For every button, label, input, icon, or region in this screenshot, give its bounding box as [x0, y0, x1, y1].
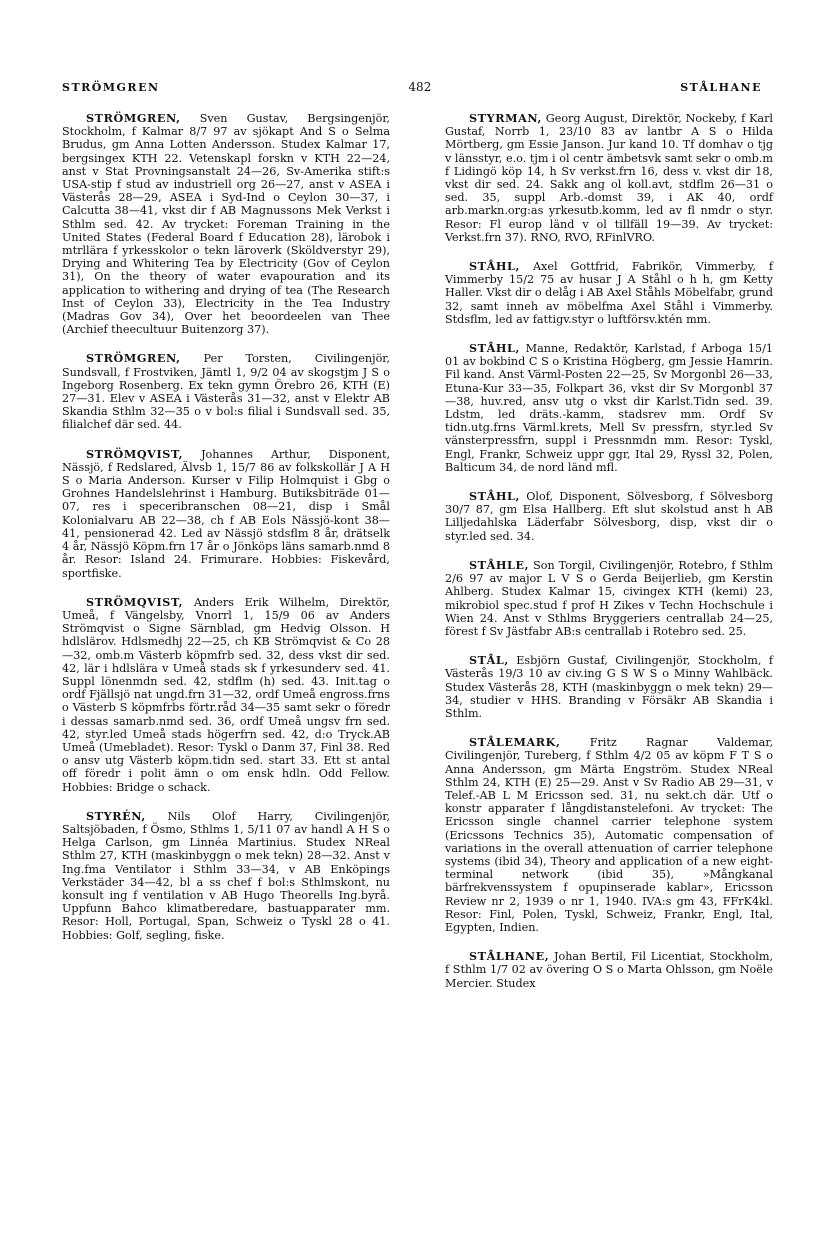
- entry-surname: STÅHL,: [469, 341, 521, 356]
- entry-surname: STRÖMGREN,: [86, 111, 181, 125]
- entry-text: Nils Olof Harry, Civilingenjör, Saltsjöbaden, f Ösmo, Sthlms 1, 5/11 07 av handl A H S o Helga Carlson, gm Linnéa Martinius. Studex NReal Sthlm 27, KTH (maskinbyggn o mek tekn) 28—32. Anst v Ing.fma Ventilator i Sthlm 33—34, v AB Enköpings Verkstäder 34—42, bl a ss chef f bol:s Sthlmskont, nu konsult ing f ventilation v AB Hugo Theorells Ing.byrå. Uppfunn Bahco klimatberedare, bastuapparater mm. Resor: Holl, Portugal, Span, Schweiz o Tyskl 28 o 41. Hobbies: Golf, segling, fiske.: [62, 809, 390, 942]
- biography-entry: [445, 654, 773, 720]
- biography-entry: [445, 950, 773, 990]
- biography-entry: [445, 559, 773, 638]
- entry-surname: STÅHL,: [469, 259, 521, 274]
- entry-text: Esbjörn Gustaf, Civilingenjör, Stockholm, f Västerås 19/3 10 av civ.ing G S W S o Minny Wahlbäck. Studex Västerås 28, KTH (maskinbyggn o mek tekn) 29—34, studier v HHS. Branding v Försäkr AB Skandia i Sthlm.: [445, 654, 773, 720]
- entry-surname: STÅHL,: [469, 489, 521, 504]
- entry-surname: STÅHLE,: [469, 557, 530, 572]
- entry-surname: STYRÉN,: [86, 808, 146, 823]
- right-column: [445, 112, 773, 1006]
- entry-text: Olof, Disponent, Sölvesborg, f Sölvesborg 30/7 87, gm Elsa Hallberg. Eft slut skolstud anst h AB Lilljedahlska Läderfabr Sölvesborg, disp, vkst dir o styr.led sed. 34.: [445, 490, 773, 543]
- biography-entry: [445, 342, 773, 474]
- biography-entry: [445, 736, 773, 934]
- entry-surname: STÅL,: [469, 653, 509, 668]
- entry-surname: STRÖMQVIST,: [86, 446, 184, 461]
- entry-text: Fritz Ragnar Valdemar, Civilingenjör, Tureberg, f Sthlm 4/2 05 av köpm F T S o Anna Andersson, gm Märta Engström. Studex NReal Sthlm 24, KTH (E) 25—29. Anst v Sv Radio AB 29—31, v Telef.-AB L M Ericsson sed. 31, nu sekt.ch där. Utf o konstr apparater f långdistanstelefoni. Av trycket: The Ericsson single channel carrier telephone system (Ericssons Technics 35), Automatic compensation of variations in the overall attenuation of carrier telephone systems (ibid 34), Theory and application of a new eight-terminal network (ibid 35), »Mångkanal bärfrekvenssystem f opupinserade kablar», Ericsson Review nr 2, 1939 o nr 1, 1940. IVA:s gm 43, FFrK4kl. Resor: Finl, Polen, Tyskl, Schweiz, Frankr, Engl, Ital, Egypten, Indien.: [445, 736, 773, 934]
- entry-text: Manne, Redaktör, Karlstad, f Arboga 15/1 01 av bokbind C S o Kristina Högberg, gm Jessie Hamrin. Fil kand. Anst Värml-Posten 22—25, Sv Morgonbl 26—33, Etuna-Kur 33—35, Folkpart 36, vkst dir Sv Morgonbl 37—38, huv.red, ansv utg o vkst dir Karlst.Tidn sed. 39. Ldstm, led dräts.-kamm, stadsrev mm. Ordf Sv tidn.utg.frns Värml.krets, Mell Sv pressfrn, styr.led Sv vänsterpressfrn, suppl i Pressnmdn mm. Resor: Tyskl, Engl, Frankr, Schweiz uppr ggr, Ital 29, Ryssl 32, Polen, Balticum 34, de nord länd mfl.: [445, 342, 773, 474]
- left-column: [62, 112, 390, 958]
- entry-text: Anders Erik Wilhelm, Direktör, Umeå, f Vängelsby, Vnorrl 1, 15/9 06 av Anders Strömqvist o Signe Särnblad, gm Hedvig Olsson. H hdlslärov. Hdlsmedhj 22—25, ch KB Strömqvist & Co 28—32, omb.m Västerb köpmfrb sed. 32, dess vkst dir sed. 42, lär i hdlslära v Umeå stads sk f yrkesunderv sed. 41. Suppl lönenmdn sed. 42, stdflm (h) sed. 43. Init.tag o ordf Fjällsjö nat ungd.frn 31—32, ordf Umeå engross.frns o Västerb S köpmfrbs förtr.råd 34—35 samt sekr o föredr i dessas samarb.nmd sed. 36, ordf Umeå ungsv frn sed. 42, styr.led Umeå stads högerfrn sed. 42, d:o Tryck.AB Umeå (Umebladet). Resor: Tyskl o Danm 37, Finl 38. Red o ansv utg Västerb köpm.tidn sed. start 33. Ett st antal off föredr i polit ämn o om ensk hdln. Odd Fellow. Hobbies: Bridge o schack.: [62, 595, 390, 794]
- entry-surname: STRÖMQVIST,: [86, 594, 184, 609]
- entry-text: Johan Bertil, Fil Licentiat, Stockholm, f Sthlm 1/7 02 av övering O S o Marta Ohlsson, gm Noële Mercier. Studex: [445, 950, 773, 990]
- running-head-right: STÅLHANE: [680, 81, 762, 94]
- biography-entry: [62, 112, 390, 336]
- biography-entry: [445, 112, 773, 244]
- biography-entry: [62, 810, 390, 942]
- entry-surname: STRÖMGREN,: [86, 351, 181, 366]
- biography-entry: [445, 490, 773, 543]
- entry-text: Axel Gottfrid, Fabrikör, Vimmerby, f Vimmerby 15/2 75 av husar J A Ståhl o h h, gm Ketty Haller. Vkst dir o delåg i AB Axel Ståhls Möbelfabr, grund 32, samt inneh av möbelfma Axel Ståhl i Vimmerby. Stdsflm, led av fattigv.styr o luftförsv.ktén mm.: [445, 260, 773, 326]
- entry-text: Per Torsten, Civilingenjör, Sundsvall, f Frostviken, Jämtl 1, 9/2 04 av skogstjm J S o Ingeborg Rosenberg. Ex tekn gymn Örebro 26, KTH (E) 27—31. Elev v ASEA i Västerås 31—32, anst v Elektr AB Skandia Sthlm 32—35 o v bol:s filial i Sundsvall sed. 35, filialchef där sed. 44.: [62, 352, 390, 432]
- biography-entry: [445, 260, 773, 326]
- page-number: 482: [408, 80, 432, 94]
- biography-entry: [62, 448, 390, 580]
- entry-surname: STYRMAN,: [469, 111, 542, 125]
- entry-surname: STÅLHANE,: [469, 949, 550, 964]
- biography-entry: [62, 352, 390, 431]
- entry-text: Son Torgil, Civilingenjör, Rotebro, f Sthlm 2/6 97 av major L V S o Gerda Beijerlieb, gm Kerstin Ahlberg. Studex Kalmar 15, civingex KTH (kemi) 23, mikrobiol spec.stud f prof H Zikes v Techn Hochschule i Wien 24. Anst v Sthlms Bryggeriers centrallab 24—25, förest f Sv Jästfabr AB:s centrallab i Rotebro sed. 25.: [445, 558, 773, 638]
- entry-surname: STÅLEMARK,: [469, 735, 561, 750]
- biography-entry: [62, 596, 390, 794]
- entry-text: Johannes Arthur, Disponent, Nässjö, f Redslared, Älvsb 1, 15/7 86 av folkskollär J A H S o Maria Anderson. Kurser v Filip Holmquist i Gbg o Grohnes Handelslehrinst i Hamburg. Butiksbiträde 01—07, res i speceribranschen 08—21, disp i Smål Kolonialvaru AB 22—38, ch f AB Eols Nässjö-kont 38—41, pensionerad 42. Led av Nässjö stdsflm 8 år, drätselk 4 år, Nässjö Köpm.frn 17 år o Jönköps läns samarb.nmd 8 år. Resor: Island 24. Frimurare. Hobbies: Fiskevård, sportfiske.: [62, 447, 390, 580]
- entry-text: Georg August, Direktör, Nockeby, f Karl Gustaf, Norrb 1, 23/10 83 av lantbr A S o Hilda Mörtberg, gm Essie Janson. Jur kand 10. Tf domhav o tjg v länsstyr, e.o. tjm i ol centr ämbetsvk samt sekr o omb.m f Lidingö köp 14, h Sv verkst.frn 16, dess v. vkst dir 18, vkst dir sed. 24. Sakk ang ol koll.avt, stdflm 26—31 o sed. 35, suppl Arb.-domst 39, i AK 40, ordf arb.markn.org:as yrkesutb.komm, led av fl nmdr o styr. Resor: Fl europ länd v ol tillfäll 19—39. Av trycket: Verkst.frn 37). RNO, RVO, RFinlVRO.: [445, 112, 773, 244]
- running-head-left: STRÖMGREN: [62, 81, 160, 94]
- entry-text: Sven Gustav, Bergsingenjör, Stockholm, f Kalmar 8/7 97 av sjökapt And S o Selma Brudus, gm Anna Lotten Andersson. Studex Kalmar 17, bergsingex KTH 22. Vetenskapl forskn v KTH 22—24, anst v Stat Provningsanstalt 24—26, Sv-Amerika stift:s USA-stip f stud av industriell org 26—27, anst v ASEA i Västerås 28—29, ASEA i Syd-Ind o Ceylon 30—37, i Calcutta 38—41, vkst dir f AB Magnussons Mek Verkst i Sthlm sed. 42. Av trycket: Foreman Training in the United States (Federal Board f Education 28), lärobok i mtrllära f yrkesskolor o tekn läroverk (Sköldverstyr 29), Drying and Whitering Tea by Electricity (Gov of Ceylon 31), On the theory of water evapouration and its application to withering and drying of tea (The Research Inst of Ceylon 33), Electricity in the Tea Industry (Madras Gov 34), Over het beoordeelen van Thee (Archief theecultuur Buitenzorg 37).: [62, 112, 390, 337]
- running-head: [62, 80, 762, 94]
